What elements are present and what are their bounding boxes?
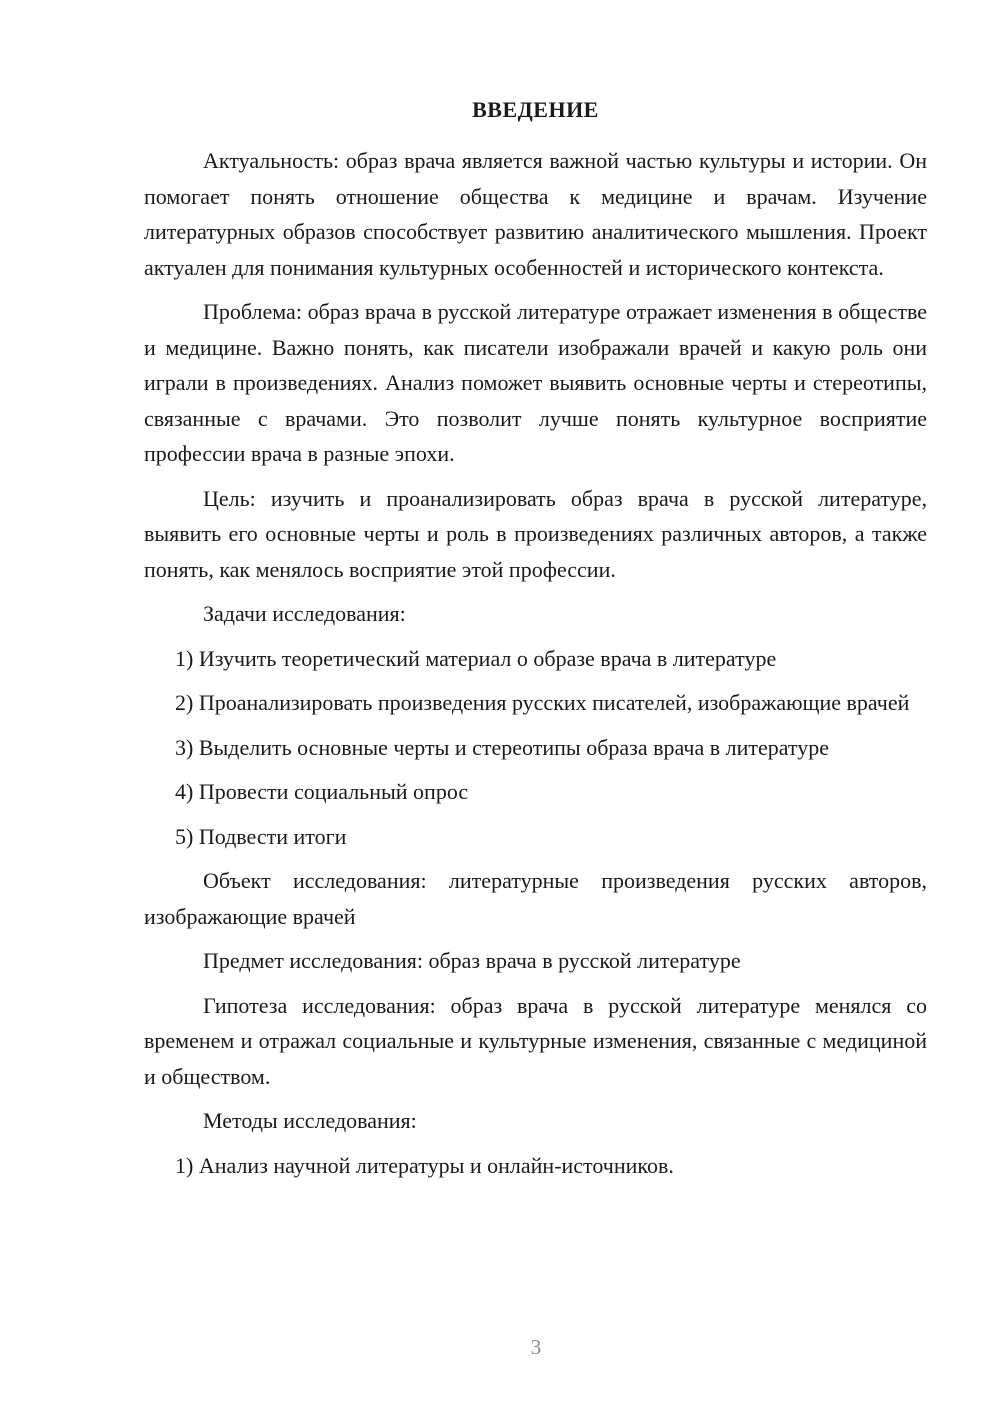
paragraph-problem: Проблема: образ врача в русской литературе отражает изменения в обществе и медицине. Важно понять, как писатели изображали врачей и какую роль они играли в произведениях. Анализ поможет выявить основные черты и стереотипы, связанные с врачами. Это позволит лучше понять культурное восприятие профессии врача в разные эпохи. [144, 299, 927, 466]
task-item: 4) Провести социальный опрос [175, 779, 469, 804]
task-item: 5) Подвести итоги [175, 823, 347, 849]
paragraph-goal: Цель: изучить и проанализировать образ врача в русской литературе, выявить его основные черты и роль в произведениях различных авторов, а также понять, как менялось восприятие этой профессии. [144, 485, 927, 582]
section-title: ВВЕДЕНИЕ [472, 97, 599, 122]
paragraph-methods-heading: Методы исследования: [203, 1108, 417, 1133]
page-number: 3 [530, 1335, 542, 1359]
method-item: 1) Анализ научной литературы и онлайн-источников. [175, 1152, 674, 1178]
task-item: 3) Выделить основные черты и стереотипы образа врача в литературе [175, 734, 830, 760]
task-item: 2) Проанализировать произведения русских писателей, изображающие врачей [175, 690, 910, 715]
document-page [144, 96, 927, 1192]
paragraph-object: Объект исследования: литературные произведения русских авторов, изображающие врачей [144, 868, 927, 929]
paragraph-hypothesis: Гипотеза исследования: образ врача в русской литературе менялся со временем и отражал социальные и культурные изменения, связанные с медициной и обществом. [144, 992, 927, 1089]
paragraph-subject: Предмет исследования: образ врача в русской литературе [203, 948, 741, 973]
paragraph-tasks-heading: Задачи исследования: [203, 601, 406, 626]
paragraph-relevance: Актуальность: образ врача является важной частью культуры и истории. Он помогает понять отношение общества к медицине и врачам. Изучение литературных образов способствует развитию аналитического мышления. Проект актуален для понимания культурных особенностей и исторического контекста. [144, 148, 927, 280]
task-item: 1) Изучить теоретический материал о образе врача в литературе [175, 645, 777, 671]
